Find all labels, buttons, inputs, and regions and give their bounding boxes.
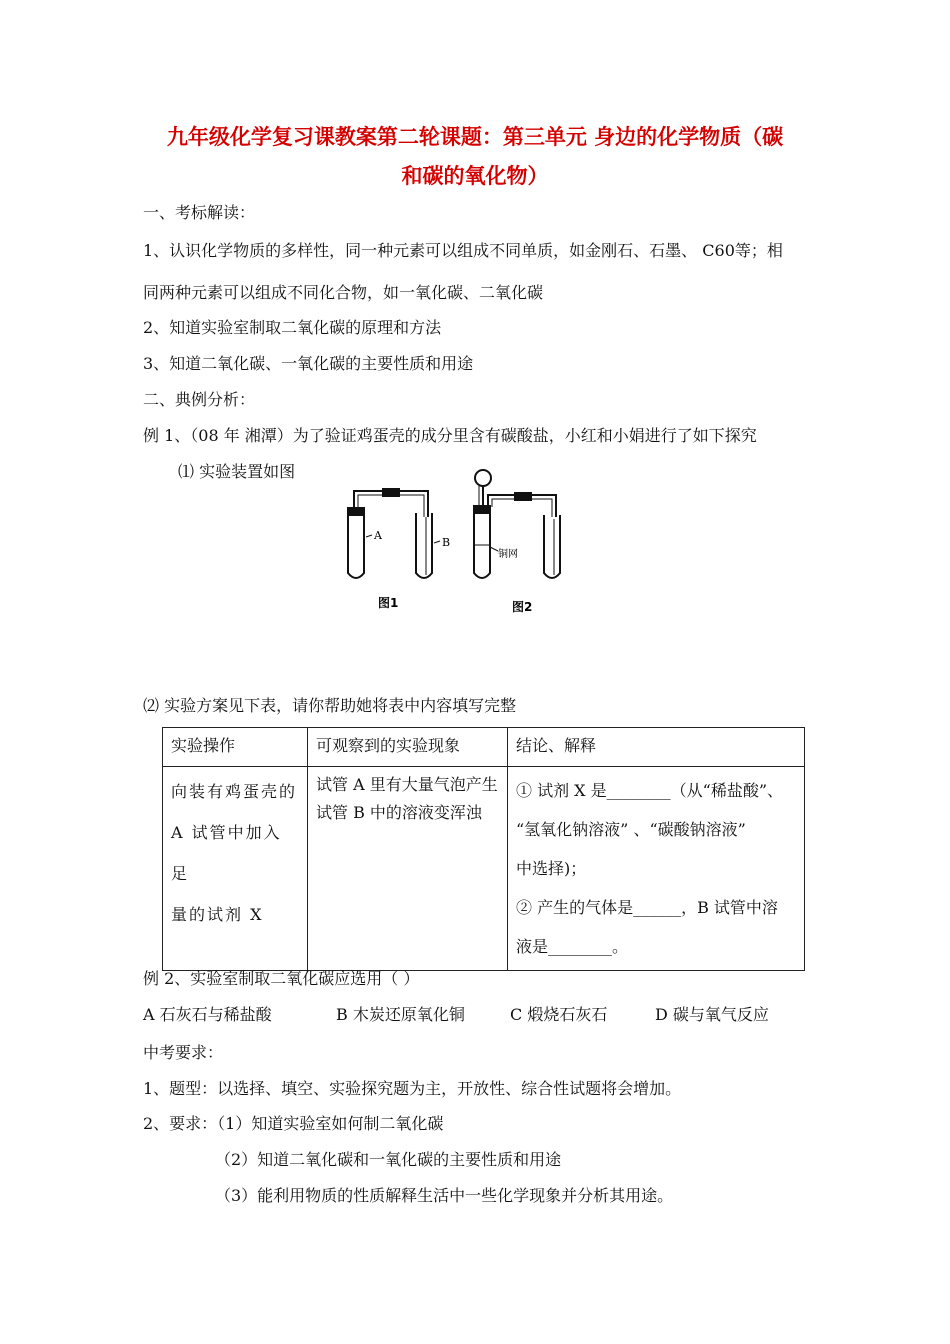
conclusion-line: 中选择)；: [516, 859, 587, 878]
exam-item2-2: （2）知道二氧化碳和一氧化碳的主要性质和用途: [215, 1150, 562, 1169]
phenomenon-line: 试管 B 中的溶液变浑浊: [316, 803, 482, 822]
table-header-row: [163, 728, 805, 767]
section1-item1-a: 1、认识化学物质的多样性，同一种元素可以组成不同单质，如金刚石、石墨、 C60等；相: [143, 241, 783, 260]
section1-item3: 3、知道二氧化碳、一氧化碳的主要性质和用途: [143, 354, 474, 373]
operation-line: 向装有鸡蛋壳的: [171, 782, 298, 801]
section1-heading: 一、考标解读：: [143, 203, 256, 222]
choice-a: A 石灰石与稀盐酸: [143, 1005, 272, 1024]
operation-line: A 试管中加入足: [171, 823, 282, 883]
header-cell-conclusion: 结论、解释: [508, 728, 805, 767]
exam-item2-3: （3）能利用物质的性质解释生活中一些化学现象并分析其用途。: [215, 1186, 674, 1205]
title-line-2: 和碳的氧化物）: [401, 164, 549, 188]
header-cell-operation: 实验操作: [163, 728, 308, 767]
section1-item1-b: 同两种元素可以组成不同化合物，如一氧化碳、二氧化碳: [143, 283, 544, 302]
choice-b: B 木炭还原氧化铜: [336, 1005, 465, 1024]
conclusion-line: ① 试剂 X 是________（从“稀盐酸”、: [516, 781, 784, 800]
apparatus-figure: [330, 465, 600, 625]
page-title: [140, 118, 810, 196]
fig2-label: 图2: [512, 600, 533, 614]
example1-text: 例 1、（08 年 湘潭）为了验证鸡蛋壳的成分里含有碳酸盐，小红和小娟进行了如下探究: [143, 426, 757, 445]
phenomenon-line: 试管 A 里有大量气泡产生: [316, 775, 498, 794]
section1-item2: 2、知道实验室制取二氧化碳的原理和方法: [143, 318, 442, 337]
choice-d: D 碳与氧气反应: [655, 1005, 769, 1024]
fig1-label: 图1: [378, 596, 399, 610]
exam-item1: 1、题型：以选择、填空、实验探究题为主，开放性、综合性试题将会增加。: [143, 1079, 682, 1098]
tube-a-label: A: [374, 529, 382, 542]
example2-text: 例 2、实验室制取二氧化碳应选用（ ）: [143, 969, 420, 988]
tube-b-label: B: [442, 536, 451, 549]
exam-item2: 2、要求：（1）知道实验室如何制二氧化碳: [143, 1114, 444, 1133]
exam-heading: 中考要求：: [143, 1043, 224, 1062]
cell-conclusion: [508, 767, 805, 971]
apparatus-diagram: [330, 465, 600, 625]
cell-phenomenon: [308, 767, 508, 971]
header-cell-phenomenon: 可观察到的实验现象: [308, 728, 508, 767]
copper-mesh-label: 铜网: [498, 549, 518, 560]
choice-c: C 煅烧石灰石: [510, 1005, 608, 1024]
table-row: [163, 767, 805, 971]
example1-sub2: ⑵ 实验方案见下表，请你帮助她将表中内容填写完整: [143, 696, 517, 715]
section2-heading: 二、典例分析：: [143, 390, 256, 409]
conclusion-line: ② 产生的气体是______，B 试管中溶: [516, 898, 778, 917]
title-line-1: 九年级化学复习课教案第二轮课题：第三单元 身边的化学物质（碳: [166, 125, 784, 149]
cell-operation: [163, 767, 308, 971]
experiment-table: [162, 727, 805, 971]
conclusion-line: “氢氧化钠溶液” 、“碳酸钠溶液”: [516, 820, 746, 839]
conclusion-line: 液是________。: [516, 937, 629, 956]
example1-sub1: ⑴ 实验装置如图: [178, 462, 296, 481]
operation-line: 量的试剂 X: [171, 905, 264, 924]
